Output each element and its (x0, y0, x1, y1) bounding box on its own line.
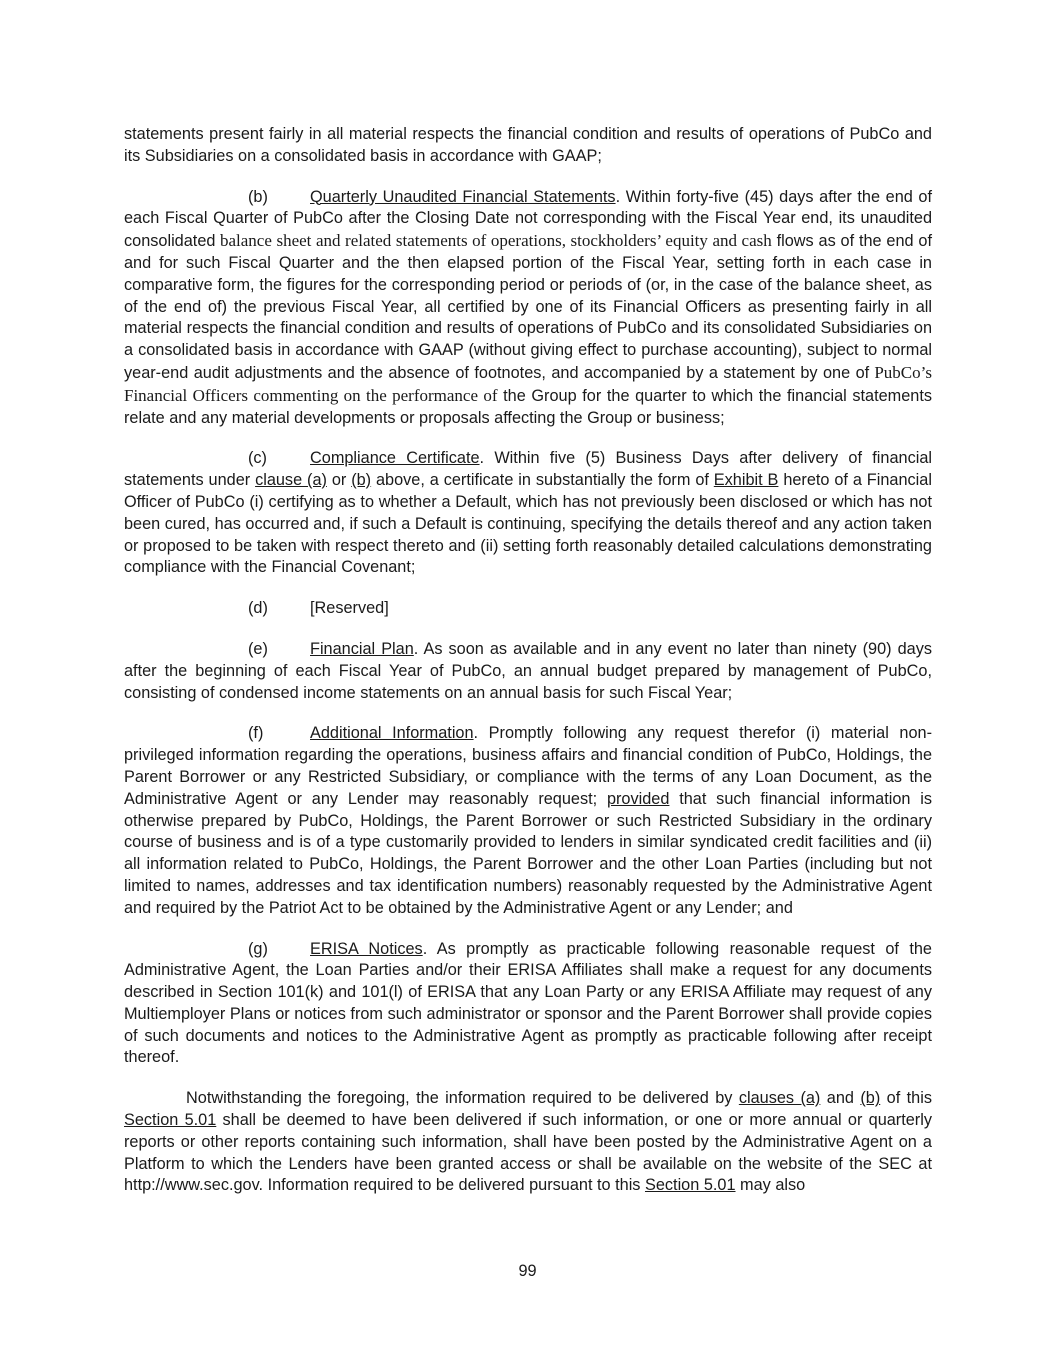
clause-e-text: . As soon as available and in any event no later than ninety (90) days after the beginning of each Fiscal Year of PubCo, an annual budget prepared by management of PubCo, consisting of condensed income statements on an annual basis for such Fiscal Year; (124, 639, 932, 702)
clause-b-text-1: . Within forty-five (45) days after the end of each Fiscal Quarter of PubCo after the Closing Date not corresponding with the Fiscal Year end, its unaudited consolidated (124, 187, 933, 251)
notwithstanding-text-3: of this (880, 1089, 932, 1108)
clause-d-text: [Reserved] (310, 599, 389, 618)
clause-b-label: (b) (248, 187, 268, 206)
notwithstanding-ref-section-2: Section 5.01 (644, 1176, 736, 1195)
clause-c-text-3: above, a certificate in substantially the form of (371, 471, 714, 490)
clause-b-text-5: the Group for the quarter to which the financial statements relate and any material developments or proposals affecting the Group or business; (124, 386, 932, 427)
clause-b-text-4: PubCo’s Financial Officers commenting on the performance of (124, 362, 932, 405)
clause-g-text: . As promptly as practicable following reasonable request of the Administrative Agent, the Loan Parties and/or their ERISA Affiliates shall make a request for any documents described in Section 101(k) and 101(l) of ERISA that any Loan Party or any ERISA Affiliate may request of any Multiemployer Plans or notices from such administrator or sponsor and the Parent Borrower shall provide copies of such documents and notices to the Administrative Agent as promptly as practicable following after receipt thereof. (124, 939, 932, 1067)
clause-b-paragraph (124, 187, 932, 430)
clause-c-ref-exhibit: Exhibit B (713, 471, 779, 490)
clause-d-label: (d) (248, 599, 268, 618)
notwithstanding-paragraph (124, 1088, 932, 1197)
notwithstanding-text-2: and (820, 1089, 861, 1108)
clause-b-text-3: flows as of the end of and for such Fiscal Quarter and the then elapsed portion of the Fiscal Year, setting forth in each case in comparative form, the figures for the corresponding period or periods of (or, in the case of the balance sheet, as of the end of) the previous Fiscal Year, all certified by one of its Financial Officers as presenting fairly in all material respects the financial condition and results of operations of PubCo and its consolidated Subsidiaries on a consolidated basis in accordance with GAAP (without giving effect to purchase accounting), subject to normal year-end audit adjustments and the absence of footnotes, and accompanied by a statement by one of (124, 232, 932, 382)
clause-b-title: Quarterly Unaudited Financial Statements (310, 187, 616, 206)
clause-c-label: (c) (248, 449, 267, 468)
clause-c-ref-b: (b) (351, 471, 372, 490)
clause-d-paragraph (124, 598, 932, 620)
clause-b-text-2: balance sheet and related statements of operations, stockholders’ equity and cash (215, 231, 772, 251)
clause-f-ref-provided: provided (606, 789, 670, 808)
clause-c-text-1: . Within five (5) Business Days after delivery of financial statements under (124, 449, 932, 490)
clause-c-text-4: hereto of a Financial Officer of PubCo (i) certifying as to whether a Default, which has not previously been disclosed or which has not been cured, has occurred and, if such a Default is continuing, specifying the details thereof and any action taken or proposed to be taken with respect thereto and (ii) setting forth reasonably detailed calculations demonstrating compliance with the Financial Covenant; (124, 471, 932, 577)
clause-g-label: (g) (248, 939, 268, 958)
clause-e-paragraph (124, 639, 932, 704)
clause-c-text-2: or (326, 471, 352, 490)
clause-f-label: (f) (248, 724, 264, 743)
notwithstanding-text-5: may also (735, 1176, 806, 1195)
clause-f-text-2: that such financial information is otherwise prepared by PubCo, Holdings, the Parent Borrower or such Restricted Subsidiary in the ordinary course of business and is of a type customarily provided to lenders in similar syndicated credit facilities and (ii) all information related to PubCo, Holdings, the Parent Borrower and the other Loan Parties (including but not limited to names, addresses and tax identification numbers) reasonably requested by the Administrative Agent and required by the Patriot Act to be obtained by the Administrative Agent or any Lender; and (124, 789, 932, 917)
clause-c-ref-a: clause (a) (255, 471, 327, 490)
clause-e-title: Financial Plan (310, 639, 414, 658)
notwithstanding-ref-section: Section 5.01 (124, 1111, 217, 1130)
notwithstanding-text-1: Notwithstanding the foregoing, the information required to be delivered by (186, 1089, 739, 1108)
notwithstanding-ref-clauses-a: clauses (a) (738, 1089, 821, 1108)
clause-e-label: (e) (248, 639, 268, 658)
clause-c-paragraph (124, 448, 932, 579)
clause-g-title: ERISA Notices (310, 939, 423, 958)
clause-f-title: Additional Information (310, 724, 474, 743)
notwithstanding-ref-b: (b) (860, 1089, 881, 1108)
document-page (124, 124, 932, 1216)
notwithstanding-text-4: shall be deemed to have been delivered if such information, or one or more annual or quarterly reports or other reports containing such information, shall have been posted by the Administrative Agent on a Platform to which the Lenders have been granted access or shall be available on the website of the SEC at http://www.sec.gov. Information required to be delivered pursuant to this (124, 1111, 932, 1195)
clause-c-title: Compliance Certificate (310, 449, 480, 468)
intro-paragraph (124, 124, 932, 168)
clause-g-paragraph (124, 939, 932, 1070)
page-number: 99 (518, 1262, 537, 1280)
clause-f-text-1: . Promptly following any request therefor (i) material non-privileged information regarding the operations, business affairs and financial condition of PubCo, Holdings, the Parent Borrower or any Restricted Subsidiary, or compliance with the terms of any Loan Document, as the Administrative Agent or any Lender may reasonably request; (124, 724, 932, 808)
intro-text: statements present fairly in all material respects the financial condition and results of operations of PubCo and its Subsidiaries on a consolidated basis in accordance with GAAP; (124, 125, 932, 165)
clause-f-paragraph (124, 723, 932, 919)
